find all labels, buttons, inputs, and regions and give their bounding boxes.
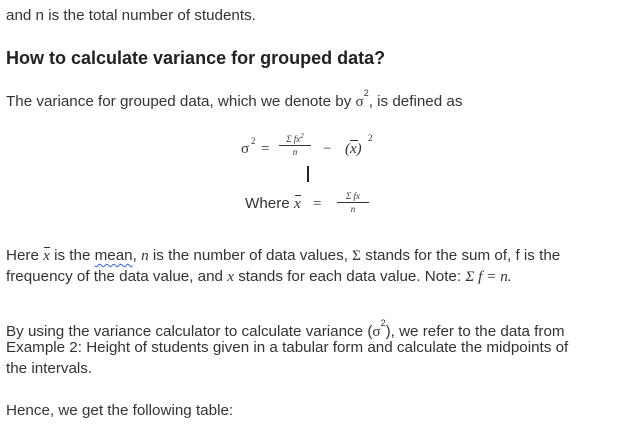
where-numerator: Σ fx [337, 191, 369, 203]
where-denominator: n [350, 204, 356, 214]
example-line2: Example 2: Height of students given in a tabular form and calculate the midpoints of [6, 339, 569, 356]
example-sigma: σ [372, 323, 381, 341]
section-heading: How to calculate variance for grouped data? [6, 48, 386, 68]
mean-explanation-line2: frequency of the data value, and x stands for each data value. Note: Σ f = n. [6, 268, 512, 285]
formula-fraction [279, 131, 311, 158]
formula-mean-exponent: 2 [368, 133, 373, 143]
formula-sigma-exponent: 2 [251, 136, 256, 146]
mean-explanation-line1: Here x is the mean, n is the number of data values, Σ stands for the sum of, f is the [6, 247, 561, 264]
formula-mean-overline [350, 140, 358, 141]
where-variable: x [293, 195, 301, 212]
formula-sigma: σ [241, 141, 250, 157]
where-equals: = [313, 196, 322, 212]
example-line3: the intervals. [6, 360, 93, 377]
mean-xbar: x [43, 247, 50, 264]
table-intro: Hence, we get the following table: [6, 402, 234, 419]
sum-symbol: Σ [352, 247, 361, 264]
note-math: Σ f = n. [465, 268, 512, 285]
where-label: Where [245, 195, 290, 212]
example-line1: By using the variance calculator to calculate variance $(\sigma^2)$, we refer to the data from [6, 318, 565, 341]
text-cursor [307, 166, 309, 182]
x-variable: x [227, 268, 234, 285]
example-sigma-exponent: 2 [380, 318, 386, 328]
formula-equals: = [261, 141, 270, 157]
variance-intro-paragraph [6, 87, 462, 112]
n-variable: n [141, 247, 149, 264]
mean-word: mean [94, 247, 133, 264]
where-clause [245, 194, 301, 214]
sigma-exponent: 2 [363, 88, 369, 98]
where-fraction [337, 191, 369, 215]
formula-minus: − [323, 141, 332, 157]
intro-line: and n is the total number of students. [6, 7, 256, 24]
sigma-symbol: σ [355, 93, 364, 111]
formula-numerator: Σ $fx^2$ [279, 131, 311, 146]
formula-denominator: n [292, 147, 298, 157]
formula-mean-term: (x) [345, 141, 362, 157]
variance-intro-tail: , is defined as [368, 93, 463, 111]
variance-intro-text: The variance for grouped data, which we denote by [6, 93, 356, 111]
